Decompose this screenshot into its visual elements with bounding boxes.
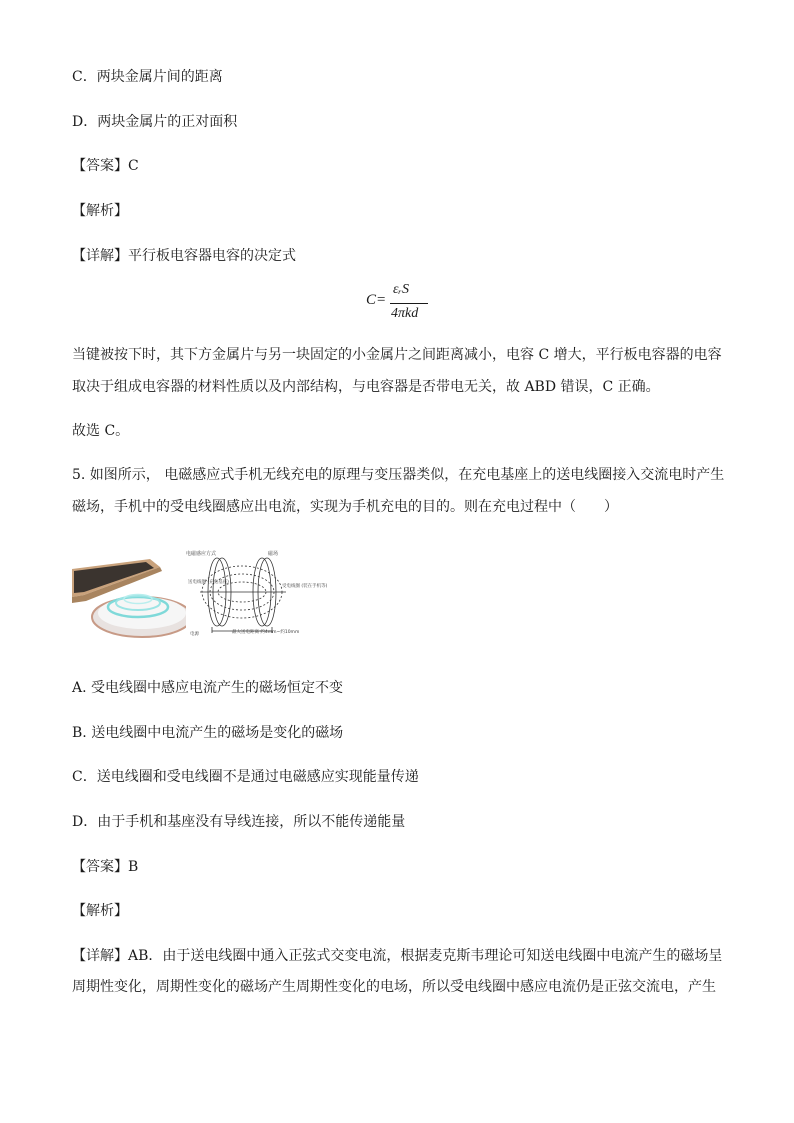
question-5-option-d: D．由于手机和基座没有导线连接，所以不能传递能量 (72, 814, 406, 830)
formula-lhs: C= (366, 292, 387, 308)
wireless-charging-illustration (72, 547, 328, 642)
figure-label-magnetic-field: 磁场 (268, 551, 279, 557)
detail-previous: 【详解】平行板电容器电容的决定式 (72, 248, 296, 264)
analysis-heading-previous: 【解析】 (72, 203, 128, 219)
formula-numerator: εᵣS (393, 282, 409, 297)
capacitance-formula (366, 282, 436, 326)
fraction-bar (390, 303, 428, 304)
question-5-line-2: 磁场，手机中的受电线圈感应出电流，实现为手机充电的目的。则在充电过程中（ ） (72, 499, 618, 515)
conclusion: 故选 C。 (72, 423, 130, 439)
question-5-line-1: 5. 如图所示， 电磁感应式手机无线充电的原理与变压器类似，在充电基座上的送电线圈接入交流电时产生 (72, 467, 725, 483)
figure-title: 电磁感应方式 (186, 551, 217, 557)
answer-question-5: 【答案】B (72, 859, 139, 875)
figure-label-base-coil: 送电线圈 (充电基座) (188, 580, 229, 585)
figure-label-distance: 最大送电距离 约4mm~约10mm (232, 630, 300, 635)
detail-question-5-line-2: 周期性变化，周期性变化的磁场产生周期性变化的电场，所以受电线圈中感应电流仍是正弦交流电，产生 (72, 979, 716, 995)
question-5-option-a: A. 受电线圈中感应电流产生的磁场恒定不变 (72, 680, 344, 696)
figure-label-phone-coil: 受电线圈 (装在手机等) (282, 584, 328, 589)
question-5-option-b: B. 送电线圈中电流产生的磁场是变化的磁场 (72, 725, 344, 741)
wireless-charging-figure (72, 547, 328, 642)
option-d-previous: D．两块金属片的正对面积 (72, 114, 238, 130)
question-5-option-c: C．送电线圈和受电线圈不是通过电磁感应实现能量传递 (72, 769, 419, 785)
explanation-line-2: 取决于组成电容器的材料性质以及内部结构，与电容器是否带电无关，故 ABD 错误，C 正确。 (72, 379, 660, 395)
formula-denominator: 4πkd (391, 306, 419, 321)
detail-question-5-line-1: 【详解】AB．由于送电线圈中通入正弦式交变电流，根据麦克斯韦理论可知送电线圈中电流产生的磁场呈 (72, 948, 723, 964)
explanation-line-1: 当键被按下时，其下方金属片与另一块固定的小金属片之间距离减小，电容 C 增大，平行板电容器的电容 (72, 347, 722, 363)
answer-previous: 【答案】C (72, 158, 139, 174)
option-c-previous: C．两块金属片间的距离 (72, 69, 223, 85)
analysis-heading-question-5: 【解析】 (72, 903, 128, 919)
figure-label-power: 电源 (190, 632, 199, 637)
